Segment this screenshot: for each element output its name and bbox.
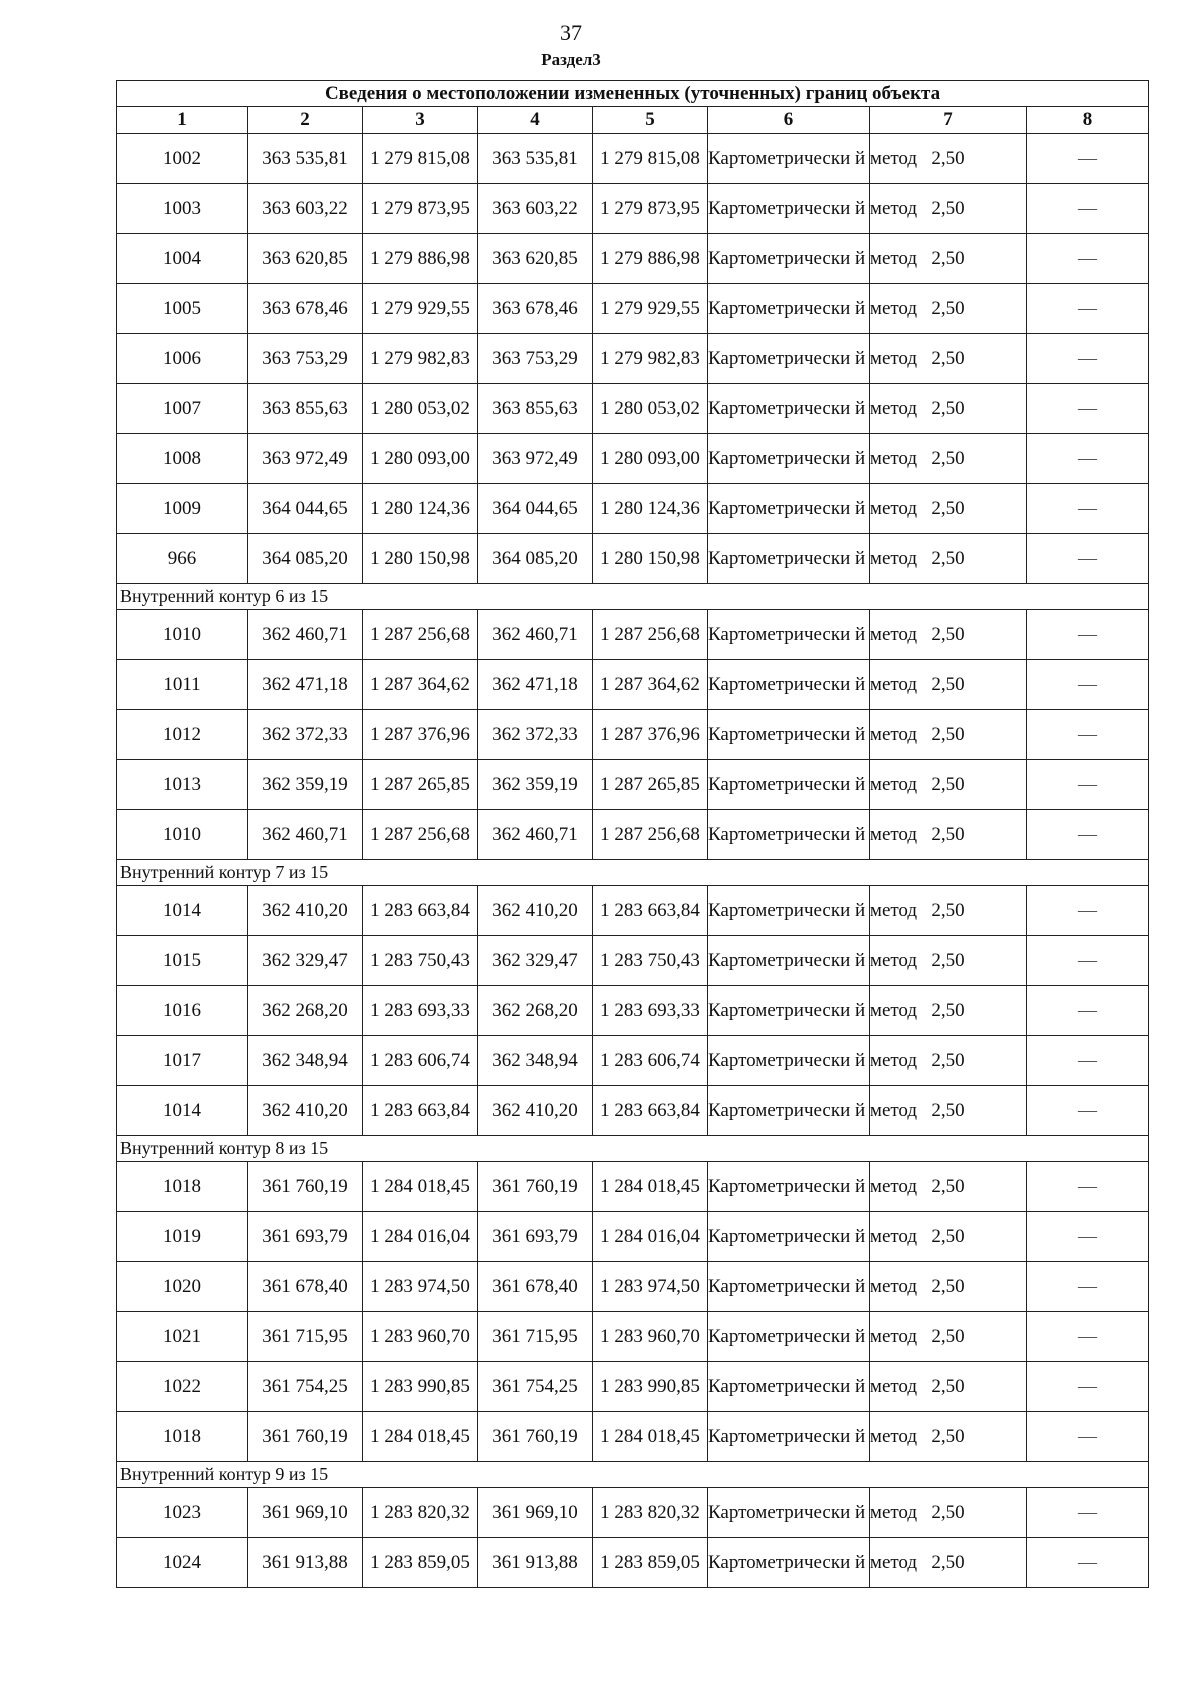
table-row xyxy=(117,810,1149,860)
method-cell: Картометрически й метод xyxy=(708,610,870,660)
accuracy-cell: 2,50 xyxy=(870,1488,1027,1538)
accuracy-cell: 2,50 xyxy=(870,936,1027,986)
contour-label: Внутренний контур 8 из 15 xyxy=(117,1136,1149,1162)
point-number-cell: 1006 xyxy=(117,334,248,384)
method-cell: Картометрически й метод xyxy=(708,1412,870,1462)
x-new-cell: 362 460,71 xyxy=(478,610,593,660)
method-cell: Картометрически й метод xyxy=(708,886,870,936)
table-row xyxy=(117,1312,1149,1362)
y-new-cell: 1 283 960,70 xyxy=(593,1312,708,1362)
table-caption: Сведения о местоположении измененных (уточненных) границ объекта xyxy=(117,81,1149,107)
accuracy-cell: 2,50 xyxy=(870,1312,1027,1362)
description-cell: — xyxy=(1027,1212,1149,1262)
point-number-cell: 1024 xyxy=(117,1538,248,1588)
table-row xyxy=(117,534,1149,584)
method-cell: Картометрически й метод xyxy=(708,484,870,534)
description-cell: — xyxy=(1027,886,1149,936)
y-new-cell: 1 279 815,08 xyxy=(593,134,708,184)
description-cell: — xyxy=(1027,810,1149,860)
method-cell: Картометрически й метод xyxy=(708,284,870,334)
description-cell: — xyxy=(1027,184,1149,234)
y-new-cell: 1 283 606,74 xyxy=(593,1036,708,1086)
page-number: 37 xyxy=(560,20,582,45)
description-cell: — xyxy=(1027,1086,1149,1136)
description-cell: — xyxy=(1027,1036,1149,1086)
x-new-cell: 361 760,19 xyxy=(478,1162,593,1212)
x-old-cell: 361 754,25 xyxy=(248,1362,363,1412)
x-old-cell: 361 678,40 xyxy=(248,1262,363,1312)
point-number-cell: 1014 xyxy=(117,886,248,936)
y-new-cell: 1 284 018,45 xyxy=(593,1412,708,1462)
table-row xyxy=(117,184,1149,234)
x-old-cell: 364 085,20 xyxy=(248,534,363,584)
x-new-cell: 362 268,20 xyxy=(478,986,593,1036)
accuracy-cell: 2,50 xyxy=(870,184,1027,234)
method-cell: Картометрически й метод xyxy=(708,810,870,860)
table-row xyxy=(117,1086,1149,1136)
y-new-cell: 1 279 873,95 xyxy=(593,184,708,234)
method-cell: Картометрически й метод xyxy=(708,334,870,384)
description-cell: — xyxy=(1027,1312,1149,1362)
x-old-cell: 362 359,19 xyxy=(248,760,363,810)
description-cell: — xyxy=(1027,1412,1149,1462)
description-cell: — xyxy=(1027,1362,1149,1412)
table-row xyxy=(117,1362,1149,1412)
method-cell: Картометрически й метод xyxy=(708,234,870,284)
y-new-cell: 1 284 018,45 xyxy=(593,1162,708,1212)
y-new-cell: 1 280 053,02 xyxy=(593,384,708,434)
accuracy-cell: 2,50 xyxy=(870,284,1027,334)
column-header: 8 xyxy=(1027,107,1149,134)
description-cell: — xyxy=(1027,986,1149,1036)
x-new-cell: 364 044,65 xyxy=(478,484,593,534)
y-old-cell: 1 280 124,36 xyxy=(363,484,478,534)
x-old-cell: 363 620,85 xyxy=(248,234,363,284)
point-number-cell: 1012 xyxy=(117,710,248,760)
point-number-cell: 1003 xyxy=(117,184,248,234)
y-old-cell: 1 279 815,08 xyxy=(363,134,478,184)
point-number-cell: 1015 xyxy=(117,936,248,986)
accuracy-cell: 2,50 xyxy=(870,334,1027,384)
table-row xyxy=(117,610,1149,660)
x-new-cell: 361 760,19 xyxy=(478,1412,593,1462)
method-cell: Картометрически й метод xyxy=(708,1036,870,1086)
point-number-cell: 1008 xyxy=(117,434,248,484)
y-new-cell: 1 279 886,98 xyxy=(593,234,708,284)
x-new-cell: 361 969,10 xyxy=(478,1488,593,1538)
method-cell: Картометрически й метод xyxy=(708,986,870,1036)
table-row xyxy=(117,1036,1149,1086)
table-row xyxy=(117,1262,1149,1312)
accuracy-cell: 2,50 xyxy=(870,534,1027,584)
table-row xyxy=(117,384,1149,434)
table-row xyxy=(117,1412,1149,1462)
accuracy-cell: 2,50 xyxy=(870,810,1027,860)
point-number-cell: 1005 xyxy=(117,284,248,334)
accuracy-cell: 2,50 xyxy=(870,610,1027,660)
y-new-cell: 1 283 990,85 xyxy=(593,1362,708,1412)
accuracy-cell: 2,50 xyxy=(870,660,1027,710)
description-cell: — xyxy=(1027,1162,1149,1212)
method-cell: Картометрически й метод xyxy=(708,384,870,434)
y-new-cell: 1 283 693,33 xyxy=(593,986,708,1036)
accuracy-cell: 2,50 xyxy=(870,986,1027,1036)
table-row xyxy=(117,986,1149,1036)
x-old-cell: 363 535,81 xyxy=(248,134,363,184)
y-new-cell: 1 283 750,43 xyxy=(593,936,708,986)
x-new-cell: 361 754,25 xyxy=(478,1362,593,1412)
y-old-cell: 1 287 265,85 xyxy=(363,760,478,810)
method-cell: Картометрически й метод xyxy=(708,936,870,986)
method-cell: Картометрически й метод xyxy=(708,1086,870,1136)
table-row xyxy=(117,1538,1149,1588)
method-cell: Картометрически й метод xyxy=(708,184,870,234)
x-new-cell: 364 085,20 xyxy=(478,534,593,584)
point-number-cell: 1010 xyxy=(117,810,248,860)
description-cell: — xyxy=(1027,434,1149,484)
y-new-cell: 1 283 820,32 xyxy=(593,1488,708,1538)
y-new-cell: 1 280 124,36 xyxy=(593,484,708,534)
x-new-cell: 363 535,81 xyxy=(478,134,593,184)
x-old-cell: 364 044,65 xyxy=(248,484,363,534)
table-row xyxy=(117,1162,1149,1212)
point-number-cell: 1002 xyxy=(117,134,248,184)
contour-label: Внутренний контур 6 из 15 xyxy=(117,584,1149,610)
x-old-cell: 361 715,95 xyxy=(248,1312,363,1362)
method-cell: Картометрически й метод xyxy=(708,134,870,184)
point-number-cell: 1016 xyxy=(117,986,248,1036)
x-old-cell: 362 410,20 xyxy=(248,1086,363,1136)
point-number-cell: 1004 xyxy=(117,234,248,284)
accuracy-cell: 2,50 xyxy=(870,886,1027,936)
description-cell: — xyxy=(1027,710,1149,760)
point-number-cell: 1013 xyxy=(117,760,248,810)
y-old-cell: 1 283 859,05 xyxy=(363,1538,478,1588)
point-number-cell: 1017 xyxy=(117,1036,248,1086)
point-number-cell: 1009 xyxy=(117,484,248,534)
y-old-cell: 1 279 886,98 xyxy=(363,234,478,284)
description-cell: — xyxy=(1027,334,1149,384)
accuracy-cell: 2,50 xyxy=(870,234,1027,284)
table-row xyxy=(117,234,1149,284)
accuracy-cell: 2,50 xyxy=(870,1538,1027,1588)
y-new-cell: 1 287 376,96 xyxy=(593,710,708,760)
x-old-cell: 362 329,47 xyxy=(248,936,363,986)
y-new-cell: 1 280 150,98 xyxy=(593,534,708,584)
accuracy-cell: 2,50 xyxy=(870,1412,1027,1462)
point-number-cell: 1022 xyxy=(117,1362,248,1412)
column-header: 6 xyxy=(708,107,870,134)
point-number-cell: 1019 xyxy=(117,1212,248,1262)
x-new-cell: 362 410,20 xyxy=(478,1086,593,1136)
y-old-cell: 1 283 820,32 xyxy=(363,1488,478,1538)
column-header: 3 xyxy=(363,107,478,134)
x-old-cell: 363 603,22 xyxy=(248,184,363,234)
description-cell: — xyxy=(1027,134,1149,184)
table-row xyxy=(117,334,1149,384)
x-old-cell: 361 969,10 xyxy=(248,1488,363,1538)
x-new-cell: 362 410,20 xyxy=(478,886,593,936)
method-cell: Картометрически й метод xyxy=(708,760,870,810)
column-header: 4 xyxy=(478,107,593,134)
x-new-cell: 363 972,49 xyxy=(478,434,593,484)
y-old-cell: 1 279 929,55 xyxy=(363,284,478,334)
accuracy-cell: 2,50 xyxy=(870,134,1027,184)
description-cell: — xyxy=(1027,1262,1149,1312)
y-new-cell: 1 283 859,05 xyxy=(593,1538,708,1588)
x-new-cell: 363 603,22 xyxy=(478,184,593,234)
contour-row xyxy=(117,1136,1149,1162)
x-old-cell: 362 372,33 xyxy=(248,710,363,760)
contour-row xyxy=(117,584,1149,610)
x-new-cell: 361 715,95 xyxy=(478,1312,593,1362)
description-cell: — xyxy=(1027,384,1149,434)
y-old-cell: 1 283 663,84 xyxy=(363,1086,478,1136)
y-old-cell: 1 287 376,96 xyxy=(363,710,478,760)
description-cell: — xyxy=(1027,234,1149,284)
point-number-cell: 1011 xyxy=(117,660,248,710)
description-cell: — xyxy=(1027,1488,1149,1538)
point-number-cell: 1007 xyxy=(117,384,248,434)
table-row xyxy=(117,760,1149,810)
y-new-cell: 1 287 256,68 xyxy=(593,610,708,660)
y-new-cell: 1 283 663,84 xyxy=(593,886,708,936)
description-cell: — xyxy=(1027,610,1149,660)
table-row xyxy=(117,434,1149,484)
method-cell: Картометрически й метод xyxy=(708,434,870,484)
description-cell: — xyxy=(1027,484,1149,534)
x-old-cell: 362 410,20 xyxy=(248,886,363,936)
method-cell: Картометрически й метод xyxy=(708,1212,870,1262)
point-number-cell: 966 xyxy=(117,534,248,584)
point-number-cell: 1014 xyxy=(117,1086,248,1136)
description-cell: — xyxy=(1027,936,1149,986)
method-cell: Картометрически й метод xyxy=(708,1312,870,1362)
accuracy-cell: 2,50 xyxy=(870,710,1027,760)
table-row xyxy=(117,1212,1149,1262)
method-cell: Картометрически й метод xyxy=(708,1362,870,1412)
y-old-cell: 1 279 873,95 xyxy=(363,184,478,234)
x-old-cell: 361 693,79 xyxy=(248,1212,363,1262)
x-new-cell: 362 471,18 xyxy=(478,660,593,710)
method-cell: Картометрически й метод xyxy=(708,1262,870,1312)
y-old-cell: 1 283 693,33 xyxy=(363,986,478,1036)
table-row xyxy=(117,886,1149,936)
x-old-cell: 363 678,46 xyxy=(248,284,363,334)
y-old-cell: 1 284 016,04 xyxy=(363,1212,478,1262)
section-title: Раздел3 xyxy=(541,50,601,69)
table-row xyxy=(117,660,1149,710)
accuracy-cell: 2,50 xyxy=(870,1212,1027,1262)
method-cell: Картометрически й метод xyxy=(708,1162,870,1212)
y-old-cell: 1 283 990,85 xyxy=(363,1362,478,1412)
y-new-cell: 1 287 256,68 xyxy=(593,810,708,860)
y-new-cell: 1 284 016,04 xyxy=(593,1212,708,1262)
table-row xyxy=(117,936,1149,986)
point-number-cell: 1018 xyxy=(117,1162,248,1212)
y-old-cell: 1 287 364,62 xyxy=(363,660,478,710)
accuracy-cell: 2,50 xyxy=(870,1162,1027,1212)
y-old-cell: 1 283 606,74 xyxy=(363,1036,478,1086)
x-old-cell: 362 268,20 xyxy=(248,986,363,1036)
x-old-cell: 363 972,49 xyxy=(248,434,363,484)
accuracy-cell: 2,50 xyxy=(870,1036,1027,1086)
contour-row xyxy=(117,860,1149,886)
y-old-cell: 1 284 018,45 xyxy=(363,1412,478,1462)
description-cell: — xyxy=(1027,284,1149,334)
y-new-cell: 1 287 265,85 xyxy=(593,760,708,810)
x-new-cell: 362 359,19 xyxy=(478,760,593,810)
x-new-cell: 363 678,46 xyxy=(478,284,593,334)
x-old-cell: 361 760,19 xyxy=(248,1412,363,1462)
x-new-cell: 361 913,88 xyxy=(478,1538,593,1588)
x-new-cell: 361 678,40 xyxy=(478,1262,593,1312)
accuracy-cell: 2,50 xyxy=(870,384,1027,434)
column-header: 2 xyxy=(248,107,363,134)
table-row xyxy=(117,710,1149,760)
y-old-cell: 1 280 150,98 xyxy=(363,534,478,584)
x-old-cell: 361 760,19 xyxy=(248,1162,363,1212)
method-cell: Картометрически й метод xyxy=(708,710,870,760)
x-old-cell: 363 753,29 xyxy=(248,334,363,384)
table-row xyxy=(117,484,1149,534)
y-old-cell: 1 283 750,43 xyxy=(363,936,478,986)
table-row xyxy=(117,1488,1149,1538)
x-old-cell: 362 471,18 xyxy=(248,660,363,710)
contour-label: Внутренний контур 9 из 15 xyxy=(117,1462,1149,1488)
column-header: 1 xyxy=(117,107,248,134)
point-number-cell: 1020 xyxy=(117,1262,248,1312)
y-old-cell: 1 283 974,50 xyxy=(363,1262,478,1312)
x-old-cell: 362 460,71 xyxy=(248,610,363,660)
x-new-cell: 361 693,79 xyxy=(478,1212,593,1262)
point-number-cell: 1023 xyxy=(117,1488,248,1538)
y-old-cell: 1 287 256,68 xyxy=(363,810,478,860)
x-new-cell: 363 753,29 xyxy=(478,334,593,384)
method-cell: Картометрически й метод xyxy=(708,1488,870,1538)
point-number-cell: 1021 xyxy=(117,1312,248,1362)
accuracy-cell: 2,50 xyxy=(870,1086,1027,1136)
boundary-coordinates-table xyxy=(116,80,1149,1588)
x-old-cell: 361 913,88 xyxy=(248,1538,363,1588)
y-new-cell: 1 283 974,50 xyxy=(593,1262,708,1312)
y-new-cell: 1 283 663,84 xyxy=(593,1086,708,1136)
y-old-cell: 1 280 093,00 xyxy=(363,434,478,484)
method-cell: Картометрически й метод xyxy=(708,660,870,710)
y-old-cell: 1 284 018,45 xyxy=(363,1162,478,1212)
accuracy-cell: 2,50 xyxy=(870,1262,1027,1312)
y-old-cell: 1 283 663,84 xyxy=(363,886,478,936)
method-cell: Картометрически й метод xyxy=(708,534,870,584)
y-old-cell: 1 283 960,70 xyxy=(363,1312,478,1362)
x-new-cell: 363 855,63 xyxy=(478,384,593,434)
x-old-cell: 363 855,63 xyxy=(248,384,363,434)
accuracy-cell: 2,50 xyxy=(870,760,1027,810)
description-cell: — xyxy=(1027,1538,1149,1588)
table-row xyxy=(117,134,1149,184)
x-old-cell: 362 460,71 xyxy=(248,810,363,860)
contour-label: Внутренний контур 7 из 15 xyxy=(117,860,1149,886)
column-header: 5 xyxy=(593,107,708,134)
point-number-cell: 1010 xyxy=(117,610,248,660)
y-new-cell: 1 287 364,62 xyxy=(593,660,708,710)
accuracy-cell: 2,50 xyxy=(870,434,1027,484)
y-new-cell: 1 280 093,00 xyxy=(593,434,708,484)
x-new-cell: 362 329,47 xyxy=(478,936,593,986)
table-body xyxy=(117,134,1149,1588)
accuracy-cell: 2,50 xyxy=(870,484,1027,534)
x-new-cell: 362 460,71 xyxy=(478,810,593,860)
method-cell: Картометрически й метод xyxy=(708,1538,870,1588)
y-old-cell: 1 279 982,83 xyxy=(363,334,478,384)
description-cell: — xyxy=(1027,534,1149,584)
description-cell: — xyxy=(1027,660,1149,710)
x-new-cell: 362 348,94 xyxy=(478,1036,593,1086)
column-header: 7 xyxy=(870,107,1027,134)
contour-row xyxy=(117,1462,1149,1488)
point-number-cell: 1018 xyxy=(117,1412,248,1462)
x-new-cell: 362 372,33 xyxy=(478,710,593,760)
y-new-cell: 1 279 929,55 xyxy=(593,284,708,334)
table-row xyxy=(117,284,1149,334)
y-old-cell: 1 287 256,68 xyxy=(363,610,478,660)
x-new-cell: 363 620,85 xyxy=(478,234,593,284)
accuracy-cell: 2,50 xyxy=(870,1362,1027,1412)
y-old-cell: 1 280 053,02 xyxy=(363,384,478,434)
y-new-cell: 1 279 982,83 xyxy=(593,334,708,384)
x-old-cell: 362 348,94 xyxy=(248,1036,363,1086)
description-cell: — xyxy=(1027,760,1149,810)
